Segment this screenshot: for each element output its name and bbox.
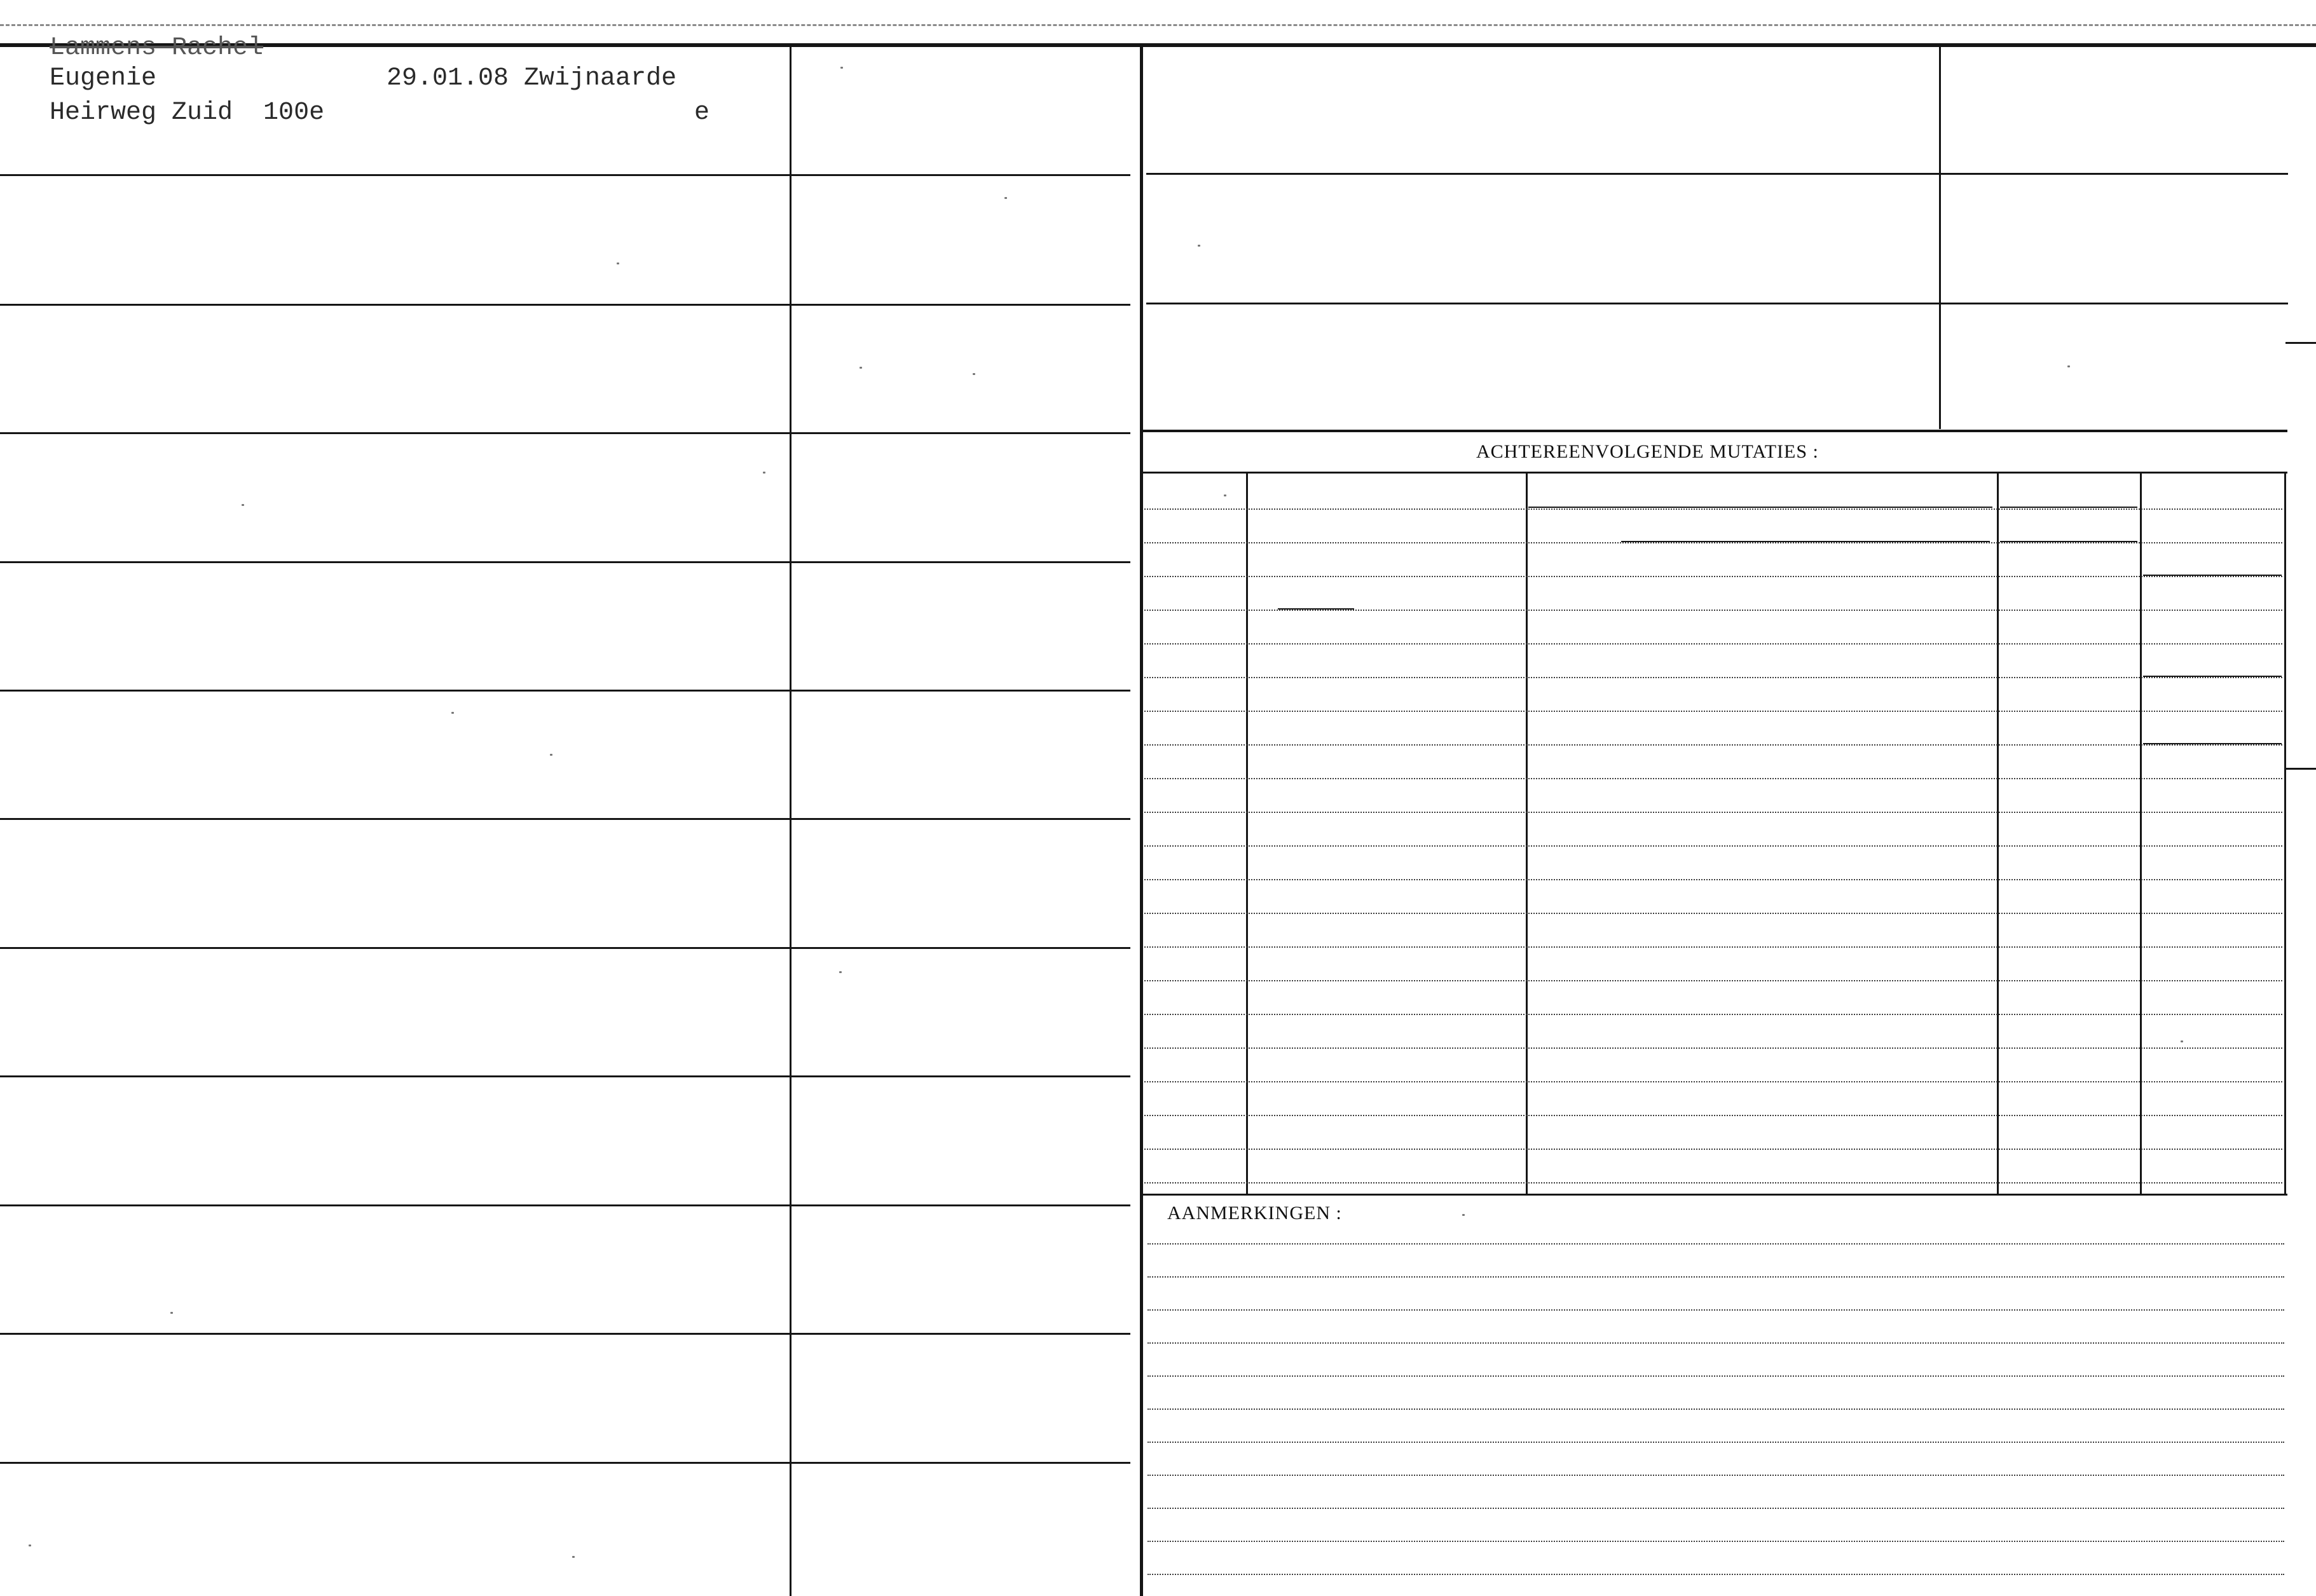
mutations-col-divider xyxy=(1997,473,1999,1194)
margin-tick xyxy=(2285,342,2316,344)
stray-typed-mark: e xyxy=(694,99,710,127)
scan-speck xyxy=(451,712,454,714)
mutations-rule-fragment xyxy=(2000,541,2137,542)
mutations-header-line xyxy=(1140,472,2287,474)
scan-speck xyxy=(763,472,765,474)
main-column-divider xyxy=(1140,44,1143,1596)
mutations-rule xyxy=(1144,1014,2282,1015)
remarks-heading: AANMERKINGEN : xyxy=(1167,1203,1342,1224)
mutations-col-divider xyxy=(1526,473,1528,1194)
mutations-heading: ACHTEREENVOLGENDE MUTATIES : xyxy=(1476,441,1819,462)
right-top-row-line xyxy=(1146,173,2288,175)
person-first-name: Eugenie xyxy=(50,64,157,93)
mutations-rule-fragment xyxy=(2143,575,2282,576)
scan-speck xyxy=(572,1556,575,1558)
mutations-rule xyxy=(1144,812,2282,813)
margin-tick xyxy=(2285,768,2316,770)
left-row-line xyxy=(0,1333,1130,1335)
person-birth-date-place: 29.01.08 Zwijnaarde xyxy=(387,64,677,93)
mutations-rule xyxy=(1144,643,2282,645)
mutations-rule xyxy=(1144,542,2282,543)
mutations-col-divider xyxy=(2140,473,2142,1194)
person-address: Heirweg Zuid 100e xyxy=(50,99,325,127)
scan-speck xyxy=(860,367,862,369)
remarks-rule xyxy=(1148,1243,2284,1245)
mutations-rule-fragment xyxy=(2143,743,2282,744)
mutations-rule xyxy=(1144,1081,2282,1082)
mutations-rule xyxy=(1144,778,2282,779)
mutations-rule xyxy=(1144,744,2282,746)
scan-speck xyxy=(1198,245,1200,247)
remarks-rule xyxy=(1148,1508,2284,1509)
remarks-rule xyxy=(1148,1574,2284,1575)
mutations-rule xyxy=(1144,610,2282,611)
remarks-rule xyxy=(1148,1442,2284,1443)
mutations-rule xyxy=(1144,913,2282,914)
remarks-rule xyxy=(1148,1276,2284,1278)
left-row-line xyxy=(0,1204,1130,1206)
mutations-rule-fragment xyxy=(2000,507,2137,508)
scan-speck xyxy=(170,1312,173,1314)
mutations-rule-fragment xyxy=(1528,507,1992,508)
card-top-edge xyxy=(0,24,2316,26)
mutations-rule xyxy=(1144,1149,2282,1150)
right-top-divider xyxy=(1939,44,1941,429)
mutations-bottom-border xyxy=(1140,1194,2287,1196)
scan-speck xyxy=(2067,365,2070,367)
mutations-rule-fragment xyxy=(1621,541,1990,542)
mutations-rule xyxy=(1144,508,2282,510)
remarks-rule xyxy=(1148,1309,2284,1311)
mutations-rule xyxy=(1144,711,2282,712)
mutations-rule xyxy=(1144,980,2282,981)
scan-speck xyxy=(1462,1214,1465,1216)
scan-speck xyxy=(2181,1040,2183,1042)
scan-speck xyxy=(1004,197,1007,199)
remarks-rule xyxy=(1148,1475,2284,1476)
mutations-right-border xyxy=(2284,473,2286,1194)
card-top-border xyxy=(0,43,2316,47)
remarks-rule xyxy=(1148,1541,2284,1542)
scan-speck xyxy=(29,1545,31,1546)
mutations-rule xyxy=(1144,1115,2282,1116)
left-row-line xyxy=(0,947,1130,949)
scan-speck xyxy=(840,67,843,69)
left-row-line xyxy=(0,174,1130,176)
mutations-rule xyxy=(1144,677,2282,678)
scan-speck xyxy=(1224,494,1226,496)
left-column-divider xyxy=(790,44,791,1596)
right-top-bottom-line xyxy=(1140,430,2287,432)
mutations-rule xyxy=(1144,946,2282,948)
left-row-line xyxy=(0,818,1130,820)
left-row-line xyxy=(0,1462,1130,1464)
scan-speck xyxy=(550,754,552,756)
remarks-rule xyxy=(1148,1375,2284,1377)
scan-speck xyxy=(839,971,842,973)
left-row-line xyxy=(0,561,1130,563)
left-row-line xyxy=(0,432,1130,434)
mutations-rule xyxy=(1144,1182,2282,1183)
scan-speck xyxy=(973,373,975,375)
mutations-col-divider xyxy=(1246,473,1248,1194)
remarks-rule xyxy=(1148,1408,2284,1410)
mutations-rule xyxy=(1144,879,2282,880)
left-row-line xyxy=(0,1075,1130,1077)
mutations-rule-fragment xyxy=(1278,608,1354,610)
mutations-rule xyxy=(1144,845,2282,847)
person-name-line: Lammens Rachel xyxy=(50,34,264,62)
mutations-rule xyxy=(1144,576,2282,577)
left-row-line xyxy=(0,690,1130,692)
left-row-line xyxy=(0,304,1130,306)
mutations-rule-fragment xyxy=(2143,676,2282,677)
right-top-row-line xyxy=(1146,303,2288,304)
remarks-rule xyxy=(1148,1342,2284,1344)
mutations-rule xyxy=(1144,1047,2282,1049)
scan-speck xyxy=(242,504,244,506)
scan-speck xyxy=(617,263,619,264)
